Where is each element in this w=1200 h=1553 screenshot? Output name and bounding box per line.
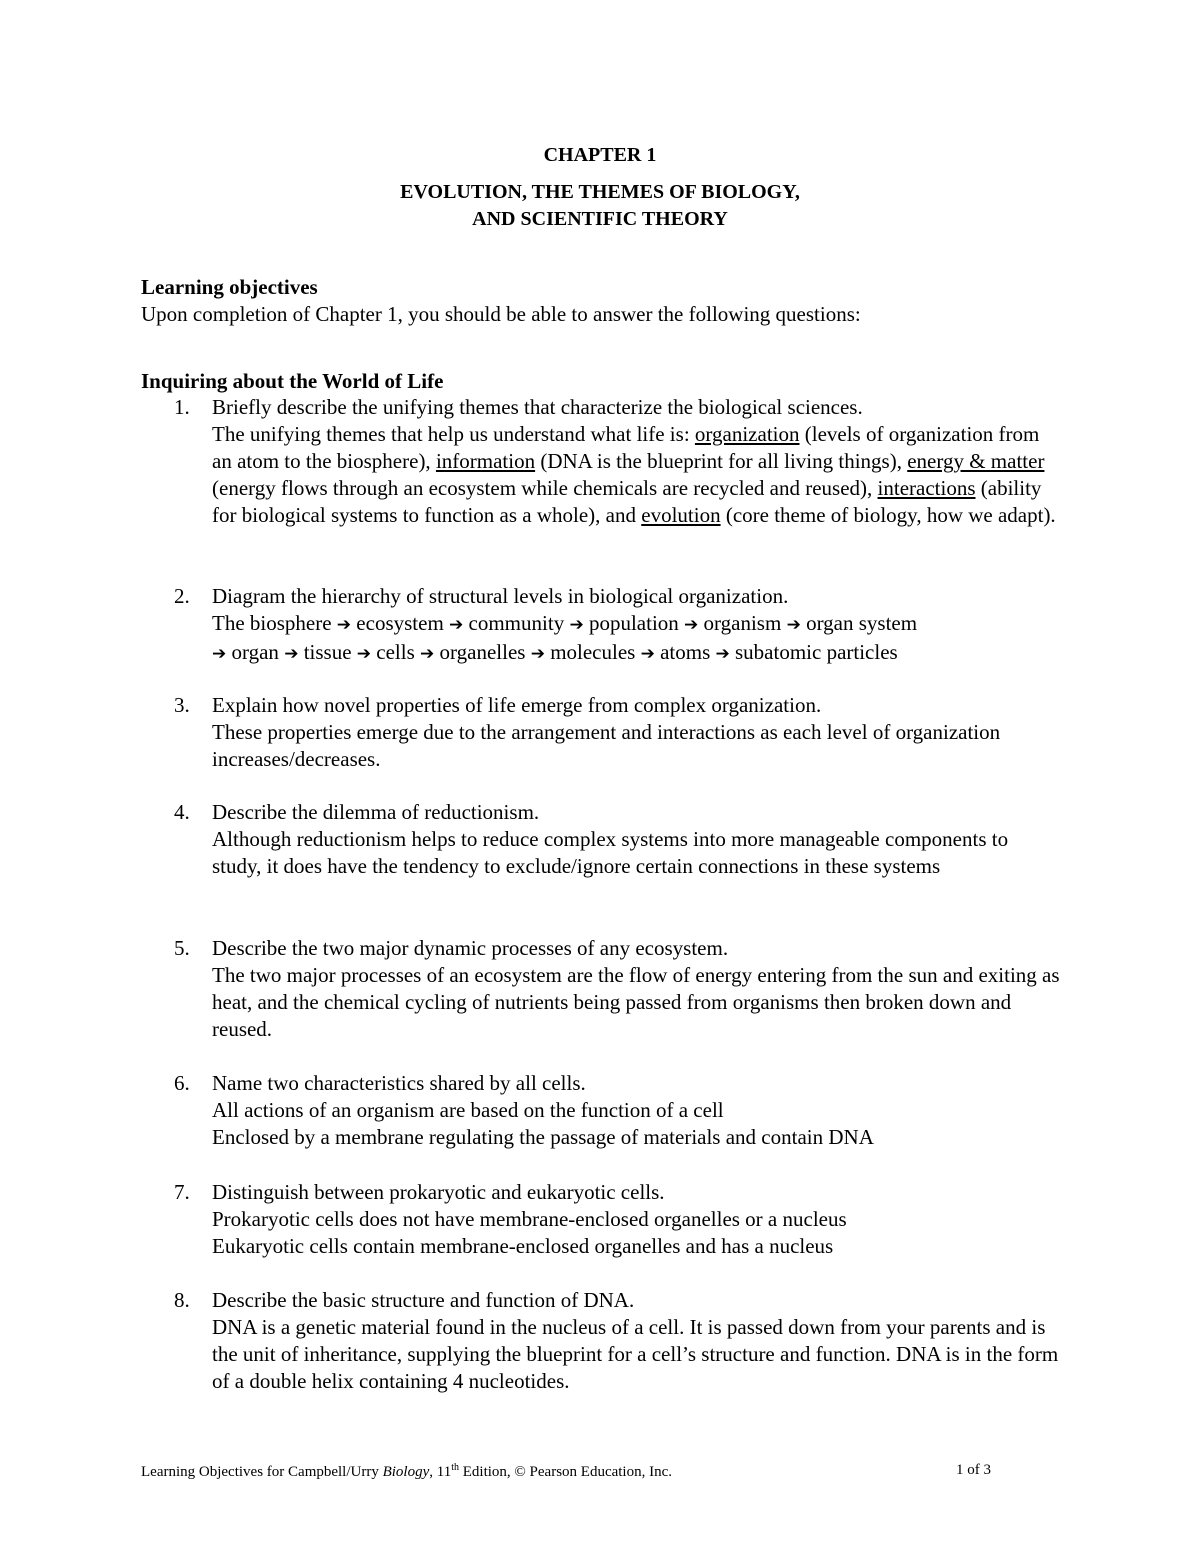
level: population bbox=[588, 611, 679, 635]
objective-item bbox=[141, 692, 1061, 773]
item-question: Describe the two major dynamic processes of any ecosystem. bbox=[212, 936, 729, 960]
item-number: 7. bbox=[174, 1180, 190, 1204]
level: The biosphere bbox=[212, 611, 332, 635]
level: organ bbox=[231, 640, 279, 664]
arrow-icon: ➔ bbox=[336, 615, 352, 635]
learning-objectives-heading: Learning objectives bbox=[141, 275, 318, 299]
arrow-icon: ➔ bbox=[569, 615, 584, 635]
arrow-icon: ➔ bbox=[212, 644, 227, 664]
arrow-icon: ➔ bbox=[715, 644, 730, 664]
objective-item bbox=[141, 1287, 1061, 1395]
level: atoms bbox=[660, 640, 711, 664]
level: community bbox=[468, 611, 565, 635]
item-answer: The two major processes of an ecosystem are the flow of energy entering from the sun and exiting as heat, and the chemical cycling of nutrients being passed from organisms then broken down and reused. bbox=[212, 963, 1060, 1041]
theme-term: energy & matter bbox=[907, 449, 1045, 473]
level: ecosystem bbox=[356, 611, 444, 635]
item-number: 3. bbox=[174, 693, 190, 717]
level: tissue bbox=[303, 640, 352, 664]
item-number: 2. bbox=[174, 584, 190, 608]
item-question: Distinguish between prokaryotic and eukaryotic cells. bbox=[212, 1180, 665, 1204]
chapter-number: CHAPTER 1 bbox=[543, 144, 657, 166]
item-number: 1. bbox=[174, 395, 190, 419]
arrow-icon: ➔ bbox=[684, 615, 699, 635]
objective-item bbox=[141, 799, 1061, 880]
arrow-icon: ➔ bbox=[356, 644, 372, 664]
footer-credit: Learning Objectives for Campbell/Urry Biology, 11th Edition, © Pearson Education, Inc. bbox=[141, 1462, 673, 1480]
chapter-title-line2: AND SCIENTIFIC THEORY bbox=[472, 208, 728, 230]
arrow-icon: ➔ bbox=[786, 615, 801, 635]
item-question: Describe the dilemma of reductionism. bbox=[212, 800, 540, 824]
level: organelles bbox=[439, 640, 526, 664]
level: molecules bbox=[550, 640, 636, 664]
objective-item bbox=[141, 583, 1061, 668]
arrow-icon: ➔ bbox=[420, 644, 435, 664]
theme-term: organization bbox=[694, 422, 800, 446]
learning-objectives-intro: Upon completion of Chapter 1, you should be able to answer the following questions: bbox=[141, 302, 861, 326]
item-question: Name two characteristics shared by all cells. bbox=[212, 1071, 586, 1095]
item-question: Briefly describe the unifying themes that characterize the biological sciences. bbox=[212, 395, 863, 419]
item-question: Diagram the hierarchy of structural levels in biological organization. bbox=[212, 584, 789, 608]
theme-term: evolution bbox=[641, 503, 721, 527]
item-answer: Enclosed by a membrane regulating the passage of materials and contain DNA bbox=[212, 1125, 874, 1149]
item-number: 4. bbox=[174, 800, 190, 824]
objective-item bbox=[141, 1179, 1061, 1260]
level: cells bbox=[376, 640, 415, 664]
item-number: 8. bbox=[174, 1288, 190, 1312]
objective-item bbox=[141, 1070, 1061, 1151]
level: subatomic particles bbox=[735, 640, 898, 664]
theme-term: information bbox=[435, 449, 536, 473]
arrow-icon: ➔ bbox=[284, 644, 299, 664]
objective-item bbox=[141, 394, 1061, 529]
theme-term: interactions bbox=[877, 476, 976, 500]
objective-item bbox=[141, 935, 1061, 1043]
level: organ system bbox=[806, 611, 918, 635]
item-number: 6. bbox=[174, 1071, 190, 1095]
arrow-icon: ➔ bbox=[449, 615, 464, 635]
item-number: 5. bbox=[174, 936, 190, 960]
hierarchy-line bbox=[212, 639, 1061, 668]
hierarchy-line bbox=[212, 610, 1061, 639]
item-answer: Prokaryotic cells does not have membrane-enclosed organelles or a nucleus bbox=[212, 1207, 847, 1231]
item-answer: DNA is a genetic material found in the nucleus of a cell. It is passed down from your parents and is the unit of inheritance, supplying the blueprint for a cell’s structure and function. DNA is in the form of a double helix containing 4 nucleotides. bbox=[212, 1315, 1059, 1393]
chapter-title-line1: EVOLUTION, THE THEMES OF BIOLOGY, bbox=[400, 181, 800, 203]
page-number: 1 of 3 bbox=[956, 1462, 991, 1478]
item-answer: These properties emerge due to the arrangement and interactions as each level of organization increases/decreases. bbox=[212, 720, 1001, 771]
level: organism bbox=[703, 611, 782, 635]
item-answer: Although reductionism helps to reduce complex systems into more manageable components to study, it does have the tendency to exclude/ignore certain connections in these systems bbox=[212, 827, 1009, 878]
item-answer: The unifying themes that help us understand what life is: organization (levels of organization from an atom to the biosphere), information (DNA is the blueprint for all living things), energy & matter (energy flows through an ecosystem while chemicals are recycled and reused), interactions (ability for biological systems to function as a whole), and evolution (core theme of biology, how we adapt). bbox=[212, 422, 1056, 527]
arrow-icon: ➔ bbox=[530, 644, 545, 664]
page-footer bbox=[141, 1462, 991, 1481]
item-answer: Eukaryotic cells contain membrane-enclosed organelles and has a nucleus bbox=[212, 1234, 834, 1258]
section-heading: Inquiring about the World of Life bbox=[141, 369, 444, 393]
arrow-icon: ➔ bbox=[640, 644, 655, 664]
item-question: Describe the basic structure and function of DNA. bbox=[212, 1288, 635, 1312]
item-answer: All actions of an organism are based on the function of a cell bbox=[212, 1098, 724, 1122]
item-question: Explain how novel properties of life emerge from complex organization. bbox=[212, 693, 822, 717]
